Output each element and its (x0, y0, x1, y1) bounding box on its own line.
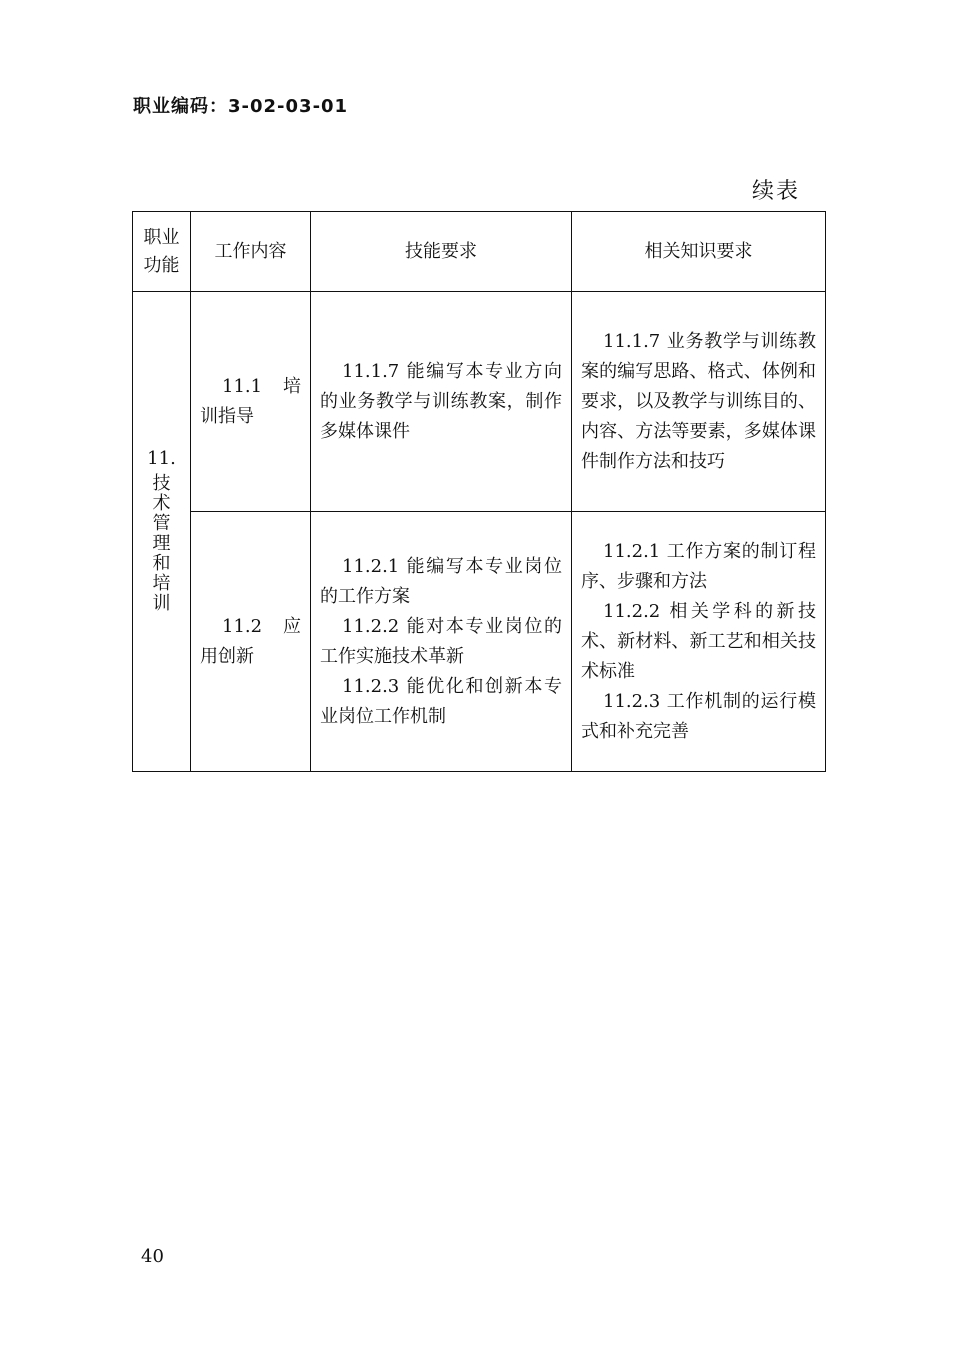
header-work-content: 工作内容 (191, 212, 311, 292)
skill-item: 11.2.2 能对本专业岗位的工作实施技术革新 (320, 615, 562, 667)
skills-cell (311, 292, 572, 512)
function-cell (133, 292, 191, 772)
function-number: 11. (147, 448, 176, 469)
skill-item: 11.1.7 能编写本专业方向的业务教学与训练教案，制作多媒体课件 (320, 360, 562, 442)
header-skill-requirements: 技能要求 (311, 212, 572, 292)
page-number: 40 (141, 1246, 164, 1267)
knowledge-cell (572, 292, 826, 512)
knowledge-item: 11.2.1 工作方案的制订程序、步骤和方法 (581, 540, 816, 592)
knowledge-item: 11.2.3 工作机制的运行模式和补充完善 (581, 690, 816, 742)
skill-item: 11.2.1 能编写本专业岗位的工作方案 (320, 555, 562, 607)
continued-label: 续表 (752, 179, 801, 204)
knowledge-item: 11.2.2 相关学科的新技术、新材料、新工艺和相关技术标准 (581, 600, 816, 682)
work-content-text: 11.2 应用创新 (200, 615, 301, 667)
skill-item: 11.2.3 能优化和创新本专业岗位工作机制 (320, 675, 562, 727)
header-function: 职业功能 (133, 212, 191, 292)
skills-table (132, 211, 826, 772)
knowledge-item: 11.1.7 业务教学与训练教案的编写思路、格式、体例和要求，以及教学与训练目的、内容、方法等要素，多媒体课件制作方法和技巧 (581, 330, 816, 472)
table-row (133, 512, 826, 772)
occupation-code: 职业编码：3-02-03-01 (133, 96, 349, 117)
function-name: 技术管理和培训 (152, 473, 171, 614)
work-content-cell (191, 292, 311, 512)
table-row (133, 292, 826, 512)
table-header-row (133, 212, 826, 292)
header-knowledge-requirements: 相关知识要求 (572, 212, 826, 292)
work-content-cell (191, 512, 311, 772)
knowledge-cell (572, 512, 826, 772)
work-content-text: 11.1 培训指导 (200, 375, 301, 427)
skills-cell (311, 512, 572, 772)
